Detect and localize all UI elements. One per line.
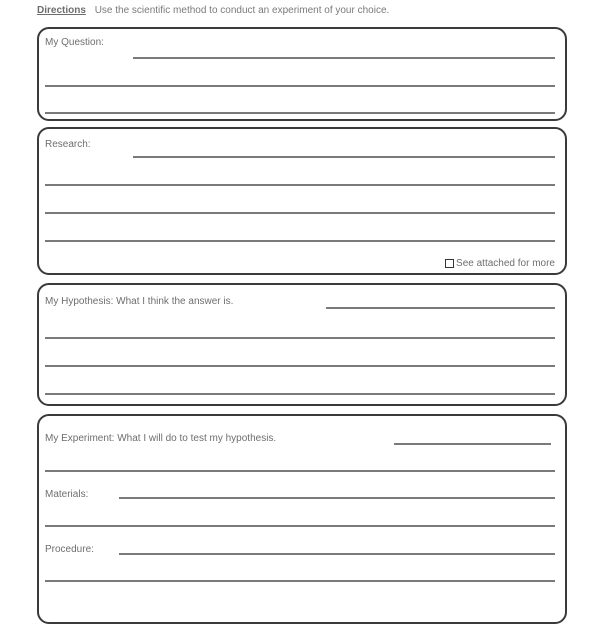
research-label: Research: <box>45 139 91 150</box>
directions <box>37 5 389 16</box>
question-line-2[interactable] <box>45 85 555 87</box>
see-attached-option[interactable] <box>443 258 555 269</box>
hypothesis-line-1[interactable] <box>326 307 555 309</box>
research-section <box>37 127 567 275</box>
hypothesis-line-3[interactable] <box>45 365 555 367</box>
experiment-line-2[interactable] <box>45 470 555 472</box>
question-section <box>37 27 567 121</box>
experiment-line-1[interactable] <box>394 443 551 445</box>
directions-text: Use the scientific method to conduct an experiment of your choice. <box>94 5 390 16</box>
directions-label: Directions <box>37 5 86 16</box>
hypothesis-label: My Hypothesis: What I think the answer is. <box>45 296 234 307</box>
question-line-3[interactable] <box>45 112 555 114</box>
research-line-4[interactable] <box>45 240 555 242</box>
question-line-1[interactable] <box>133 57 555 59</box>
research-line-2[interactable] <box>45 184 555 186</box>
hypothesis-section <box>37 283 567 406</box>
materials-line-2[interactable] <box>45 525 555 527</box>
question-label: My Question: <box>45 37 104 48</box>
materials-label: Materials: <box>45 489 89 500</box>
experiment-label: My Experiment: What I will do to test my hypothesis. <box>45 433 277 444</box>
procedure-line-2[interactable] <box>45 580 555 582</box>
procedure-line-1[interactable] <box>119 553 555 555</box>
see-attached-label: See attached for more <box>456 258 555 269</box>
experiment-section <box>37 414 567 624</box>
research-line-1[interactable] <box>133 156 555 158</box>
hypothesis-line-4[interactable] <box>45 393 555 395</box>
hypothesis-line-2[interactable] <box>45 337 555 339</box>
materials-line-1[interactable] <box>119 497 555 499</box>
see-attached-checkbox[interactable] <box>445 259 454 268</box>
research-line-3[interactable] <box>45 212 555 214</box>
procedure-label: Procedure: <box>45 544 94 555</box>
